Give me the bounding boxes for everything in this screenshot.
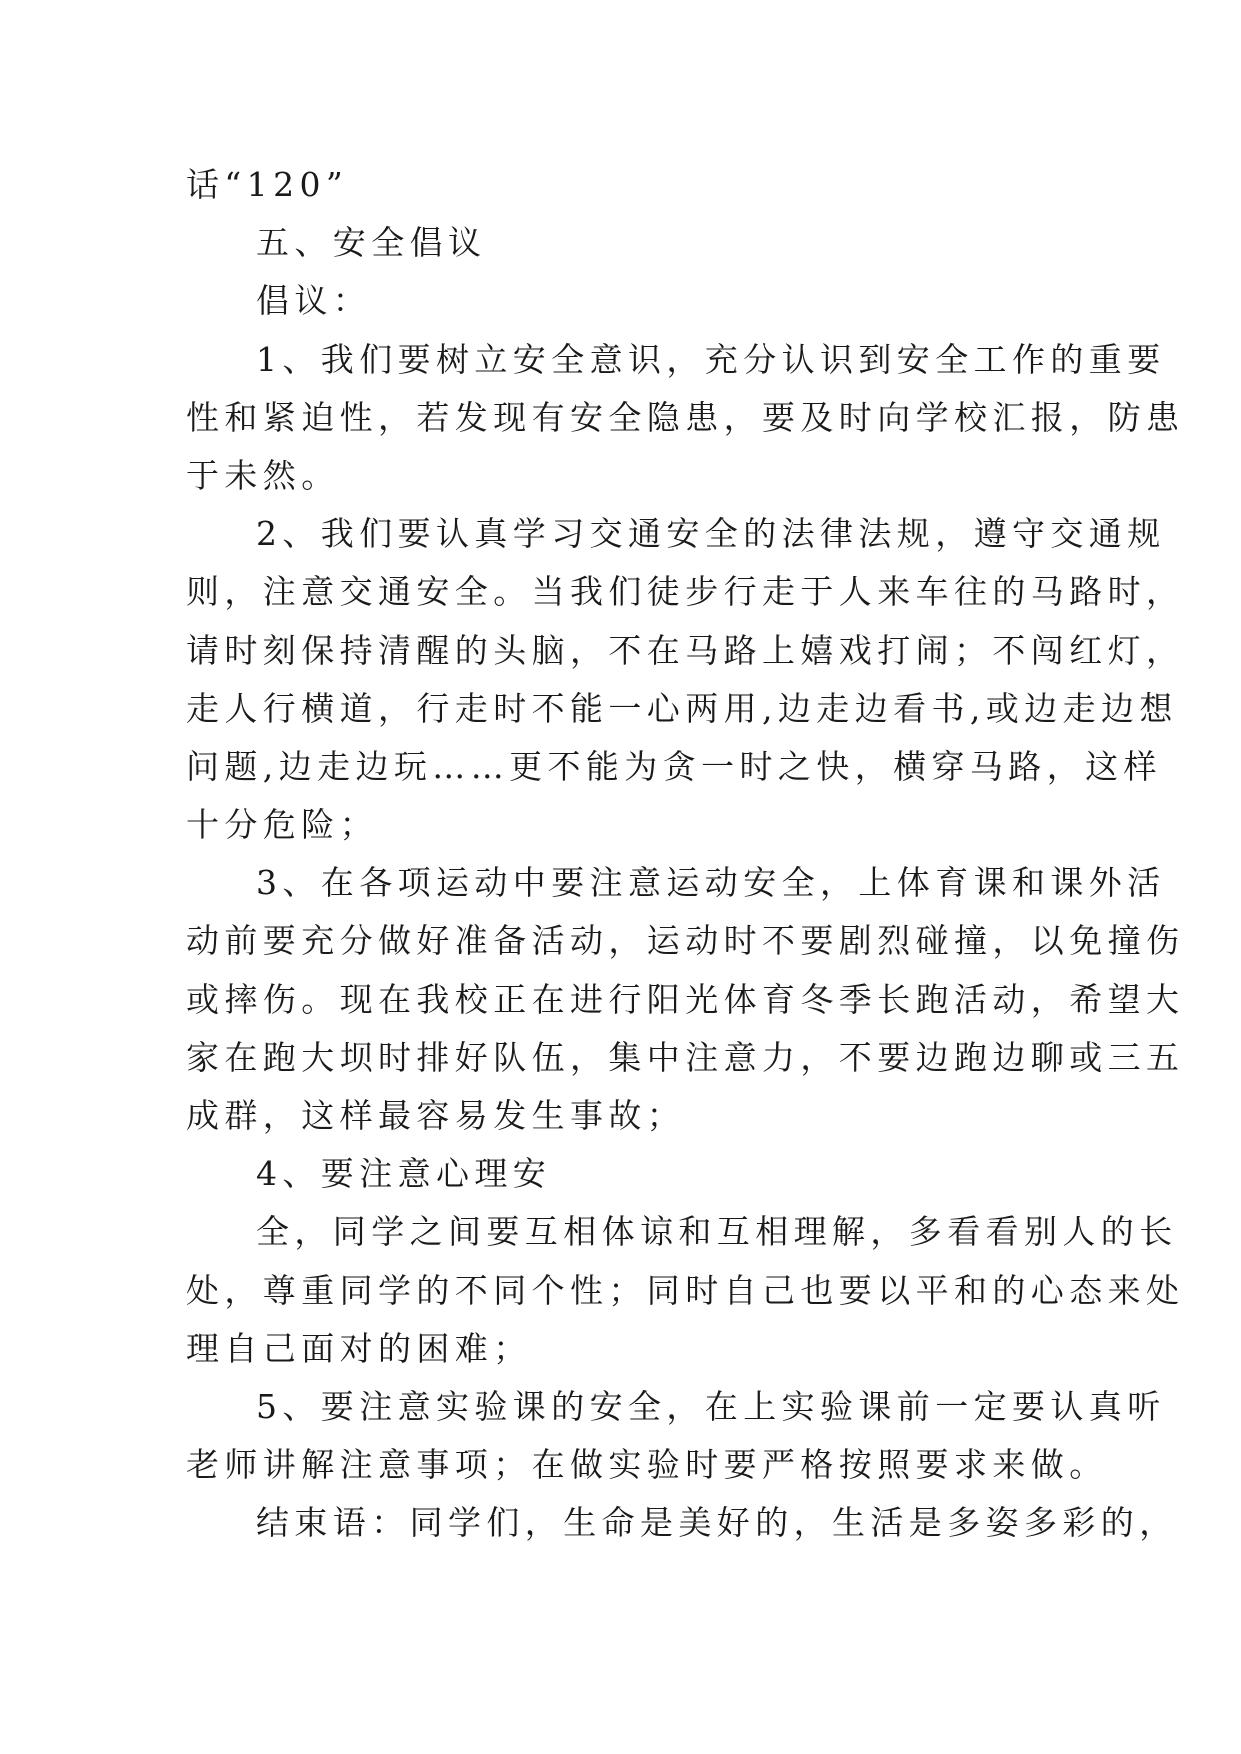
text-line: 4、要注意心理安 (256, 1154, 552, 1194)
text-line: 全，同学之间要互相体谅和互相理解，多看看别人的长 (256, 1212, 1178, 1252)
text-line: 十分危险； (186, 805, 378, 845)
text-line: 成群，这样最容易发生事故； (186, 1096, 686, 1135)
text-line: 老师讲解注意事项；在做实验时要严格按照要求来做。 (186, 1445, 1108, 1485)
text-line: 或摔伤。现在我校正在进行阳光体育冬季长跑活动，希望大 (186, 979, 1185, 1019)
document-body (186, 156, 1185, 1553)
text-line: 家在跑大坝时排好队伍，集中注意力，不要边跑边聊或三五 (186, 1037, 1185, 1077)
text-line: 走人行横道，行走时不能一心两用,边走边看书,或边走边想 (186, 688, 1178, 728)
text-line: 于未然。 (186, 455, 340, 495)
section-heading: 五、安全倡议 (256, 223, 487, 263)
text-line: 问题,边走边玩……更不能为贪一时之快，横穿马路，这样 (186, 746, 1162, 786)
text-line: 理自己面对的困难； (186, 1328, 532, 1368)
text-line: 请时刻保持清醒的头脑，不在马路上嬉戏打闹；不闯红灯， (186, 630, 1185, 670)
text-line: 结束语：同学们，生命是美好的，生活是多姿多彩的， (256, 1503, 1178, 1543)
text-line: 话“120” (186, 165, 349, 204)
text-line: 则，注意交通安全。当我们徒步行走于人来车往的马路时， (186, 572, 1185, 612)
text-line: 2、我们要认真学习交通安全的法律法规，遵守交通规 (256, 514, 1166, 554)
text-line: 性和紧迫性，若发现有安全隐患，要及时向学校汇报，防患 (186, 397, 1185, 437)
text-line: 5、要注意实验课的安全，在上实验课前一定要认真听 (256, 1386, 1166, 1426)
text-line: 1、我们要树立安全意识，充分认识到安全工作的重要 (256, 339, 1166, 379)
text-line: 3、在各项运动中要注意运动安全，上体育课和课外活 (256, 863, 1166, 903)
text-line: 处，尊重同学的不同个性；同时自己也要以平和的心态来处 (186, 1270, 1185, 1310)
text-line: 倡议： (256, 281, 372, 321)
text-line: 动前要充分做好准备活动，运动时不要剧烈碰撞，以免撞伤 (186, 921, 1185, 961)
